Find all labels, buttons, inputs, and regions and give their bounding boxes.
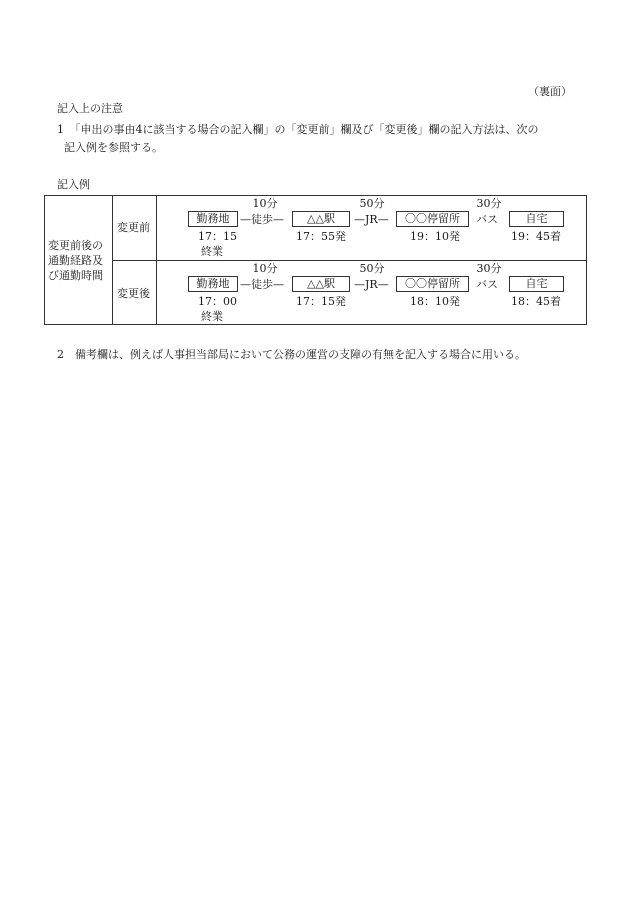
duration-jr: 50分 [359, 262, 385, 275]
time-station: 17：55発 [296, 230, 346, 243]
duration-walk: 10分 [252, 197, 278, 210]
note-item-1-line-2: 記入例を参照する。 [64, 141, 163, 154]
row-header-line-1: 変更前後の [48, 239, 103, 252]
time-home: 18：45着 [511, 295, 561, 308]
example-table [44, 195, 587, 325]
place-home: 自宅 [509, 211, 564, 227]
duration-bus: 30分 [476, 262, 502, 275]
note-item-2: 2 備考欄は、例えば人事担当部局において公務の運営の支障の有無を記入する場合に用いる。 [57, 348, 526, 361]
time-office-note: 終業 [201, 310, 223, 323]
note-item-1-line-1: 1 「申出の事由4に該当する場合の記入欄」の「変更前」欄及び「変更後」欄の記入方法は、次の [57, 123, 539, 136]
place-office: 勤務地 [188, 211, 238, 227]
duration-bus: 30分 [476, 197, 502, 210]
time-station: 17：15発 [296, 295, 346, 308]
place-station: △△駅 [292, 276, 350, 292]
row-divider [112, 260, 586, 261]
place-stop: 〇〇停留所 [396, 276, 469, 292]
place-home: 自宅 [509, 276, 564, 292]
mode-bus: バス [476, 213, 498, 226]
place-office: 勤務地 [188, 276, 238, 292]
example-heading: 記入例 [57, 178, 90, 191]
row-header-line-3: び通勤時間 [48, 269, 103, 282]
place-station: △△駅 [292, 211, 350, 227]
after-label: 変更後 [117, 287, 150, 300]
time-office: 17：15 [198, 230, 237, 243]
time-home: 19：45着 [511, 230, 561, 243]
notes-heading: 記入上の注意 [57, 102, 123, 115]
mode-walk: —徒歩— [240, 278, 284, 291]
place-stop: 〇〇停留所 [396, 211, 469, 227]
mode-jr: —JR— [354, 278, 389, 291]
page-side-label: （裏面） [528, 85, 572, 98]
time-office: 17：00 [198, 295, 237, 308]
mode-jr: —JR— [354, 213, 389, 226]
mode-walk: —徒歩— [240, 213, 284, 226]
time-office-note: 終業 [201, 245, 223, 258]
time-stop: 19：10発 [410, 230, 460, 243]
duration-walk: 10分 [252, 262, 278, 275]
duration-jr: 50分 [359, 197, 385, 210]
time-stop: 18：10発 [410, 295, 460, 308]
row-header-line-2: 通勤経路及 [48, 254, 103, 267]
mode-bus: バス [476, 278, 498, 291]
before-label: 変更前 [117, 221, 150, 234]
